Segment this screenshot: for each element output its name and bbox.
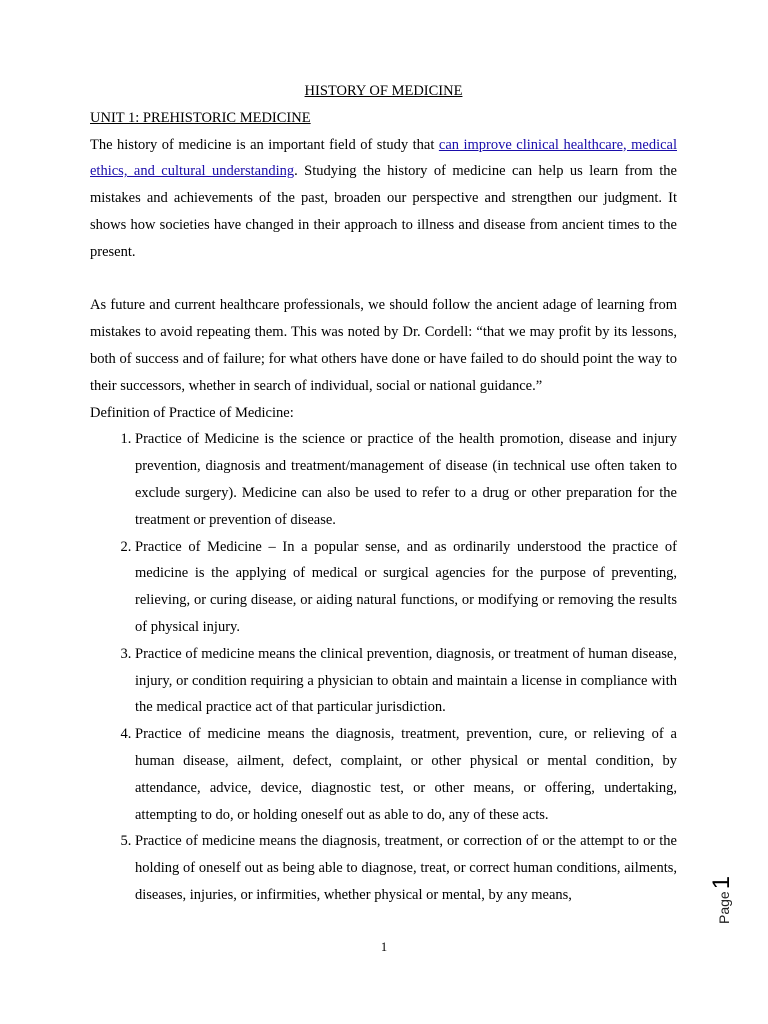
side-page-number: 1 xyxy=(708,875,735,890)
page-number: 1 xyxy=(380,940,388,954)
cordell-paragraph: As future and current healthcare professionals, we should follow the ancient adage of learning from mistakes to avoid repeating them. This was noted by Dr. Cordell: “that we may profit by its lessons, both of success and of failure; for what others have done or have failed to do should point the way to their successors, whether in search of individual, social or national guidance.” xyxy=(90,297,677,394)
intro-text-before-link: The history of medicine is an important field of study that xyxy=(90,136,439,153)
definition-heading: Definition of Practice of Medicine: xyxy=(90,404,294,421)
definition-item-3: 3. Practice of medicine means the clinical prevention, diagnosis, or treatment of human disease, injury, or condition requiring a physician to obtain and maintain a license in compliance with the medical practice act of that particular jurisdiction. xyxy=(135,641,677,721)
definition-item-4: 4. Practice of medicine means the diagnosis, treatment, prevention, cure, or relieving of a human disease, ailment, defect, complaint, or other physical or mental condition, by attendance, advice, device, diagnostic test, or other means, or offering, undertaking, attempting to do, or holding oneself out as able to do, any of these acts. xyxy=(135,721,677,828)
definition-item-2: 2. Practice of Medicine – In a popular sense, and as ordinarily understood the practice of medicine is the applying of medical or surgical agencies for the purpose of preventing, relieving, or curing disease, or aiding natural functions, or modifying or removing the results of physical injury. xyxy=(135,534,677,641)
intro-text-after-link: . Studying the history of medicine can help us learn from the mistakes and achievements of the past, broaden our perspective and strengthen our judgment. It shows how societies have changed in their approach to illness and disease from ancient times to the present. xyxy=(90,163,677,260)
intro-paragraph xyxy=(90,132,677,266)
side-page-word: Page xyxy=(716,891,732,924)
document-title: HISTORY OF MEDICINE xyxy=(304,83,463,99)
definition-item-1: 1. Practice of Medicine is the science or practice of the health promotion, disease and injury prevention, diagnosis and treatment/management of disease (in technical use often taken to exclude surgery). Medicine can also be used to refer to a drug or other preparation for the treatment or prevention of disease. xyxy=(135,426,677,533)
side-page-label xyxy=(708,876,736,924)
definitions-list xyxy=(90,426,677,908)
paragraph-spacer xyxy=(90,266,677,293)
unit-heading: UNIT 1: PREHISTORIC MEDICINE xyxy=(90,109,311,126)
intro-link[interactable]: can improve clinical healthcare, medical ethics, and cultural understanding xyxy=(90,136,678,180)
document-body xyxy=(90,78,677,909)
definition-item-5: 5. Practice of medicine means the diagnosis, treatment, or correction of or the attempt to or the holding of oneself out as being able to diagnose, treat, or correct human conditions, ailments, diseases, injuries, or infirmities, whether physical or mental, by any means, xyxy=(135,828,677,908)
